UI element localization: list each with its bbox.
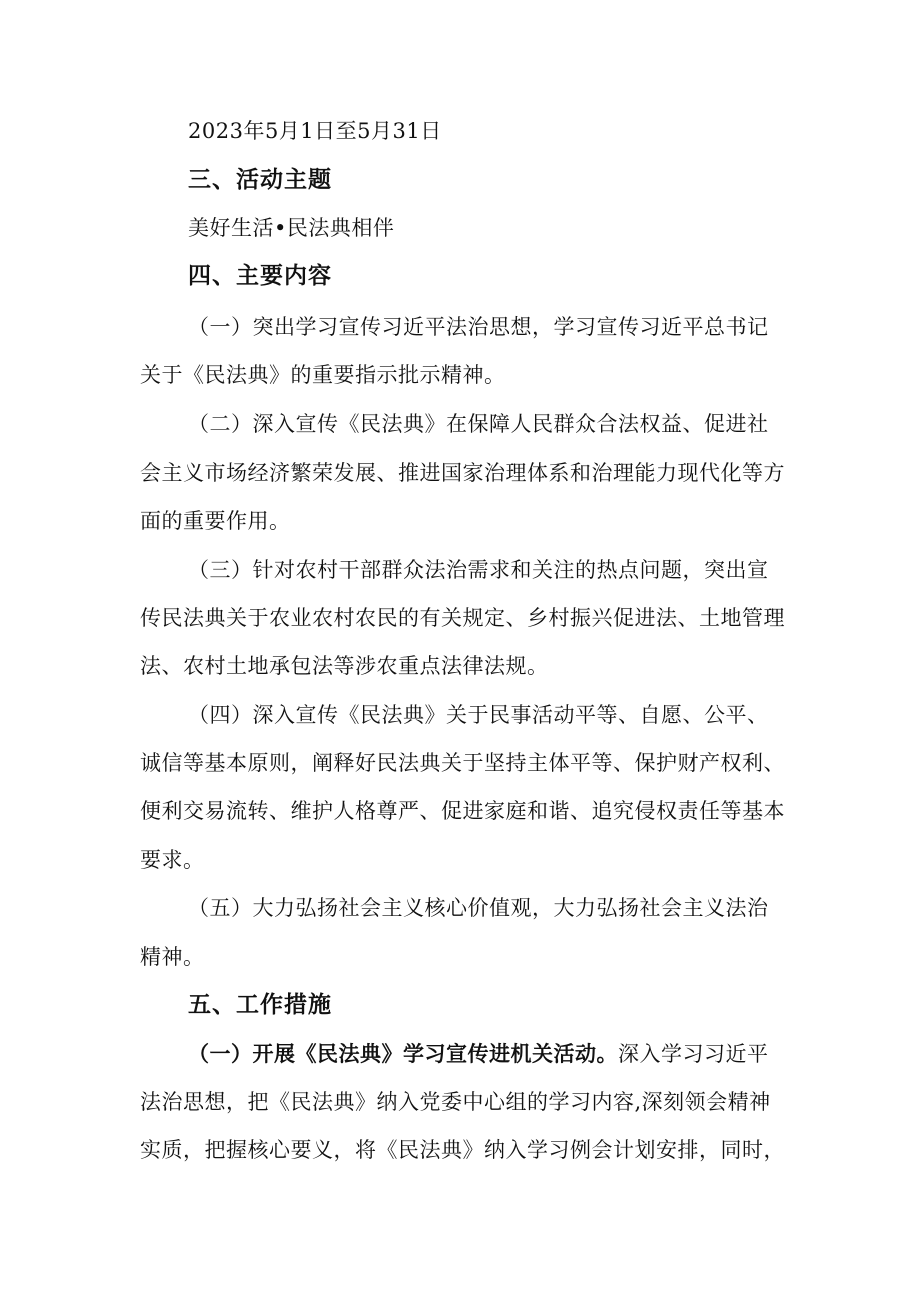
content-item-4-line-4: 要求。 xyxy=(140,848,205,872)
measure-item-1-line-1 xyxy=(188,1040,790,1068)
section-3-heading: 三、活动主题 xyxy=(188,167,332,193)
content-item-1-line-2: 关于《民法典》的重要指示批示精神。 xyxy=(140,363,506,387)
content-item-3-line-2: 传民法典关于农业农村农民的有关规定、乡村振兴促进法、土地管理 xyxy=(140,606,785,630)
content-item-5-line-1: （五）大力弘扬社会主义核心价值观，大力弘扬社会主义法治 xyxy=(188,896,769,920)
measure-item-1-lead: （一）开展《民法典》学习宣传进机关活动。 xyxy=(188,1042,618,1066)
content-item-3-line-3: 法、农村土地承包法等涉农重点法律法规。 xyxy=(140,654,549,678)
measure-item-1-line-2: 法治思想，把《民法典》纳入党委中心组的学习内容,深刻领会精神 xyxy=(140,1090,771,1114)
content-item-4-line-3: 便利交易流转、维护人格尊严、促进家庭和谐、追究侵权责任等基本 xyxy=(140,799,785,823)
content-item-4-line-2: 诚信等基本原则，阐释好民法典关于坚持主体平等、保护财产权利、 xyxy=(140,751,785,775)
content-item-3-line-1: （三）针对农村干部群众法治需求和关注的热点问题，突出宣 xyxy=(188,558,769,582)
section-5-heading: 五、工作措施 xyxy=(188,992,332,1018)
content-item-4-line-1: （四）深入宣传《民法典》关于民事活动平等、自愿、公平、 xyxy=(188,703,769,727)
measure-item-1-line-3: 实质，把握核心要义，将《民法典》纳入学习例会计划安排，同时， xyxy=(140,1138,785,1162)
content-item-2-line-1: （二）深入宣传《民法典》在保障人民群众合法权益、促进社 xyxy=(188,412,769,436)
content-item-1-line-1: （一）突出学习宣传习近平法治思想，学习宣传习近平总书记 xyxy=(188,315,769,339)
activity-date: 2023年5月1日至5月31日 xyxy=(188,119,442,143)
activity-theme: 美好生活•民法典相伴 xyxy=(188,216,395,240)
content-item-2-line-3: 面的重要作用。 xyxy=(140,509,291,533)
content-item-5-line-2: 精神。 xyxy=(140,945,205,969)
content-item-2-line-2: 会主义市场经济繁荣发展、推进国家治理体系和治理能力现代化等方 xyxy=(140,461,785,485)
section-4-heading: 四、主要内容 xyxy=(188,263,332,289)
measure-item-1-line-1-rest: 深入学习习近平 xyxy=(618,1042,769,1066)
